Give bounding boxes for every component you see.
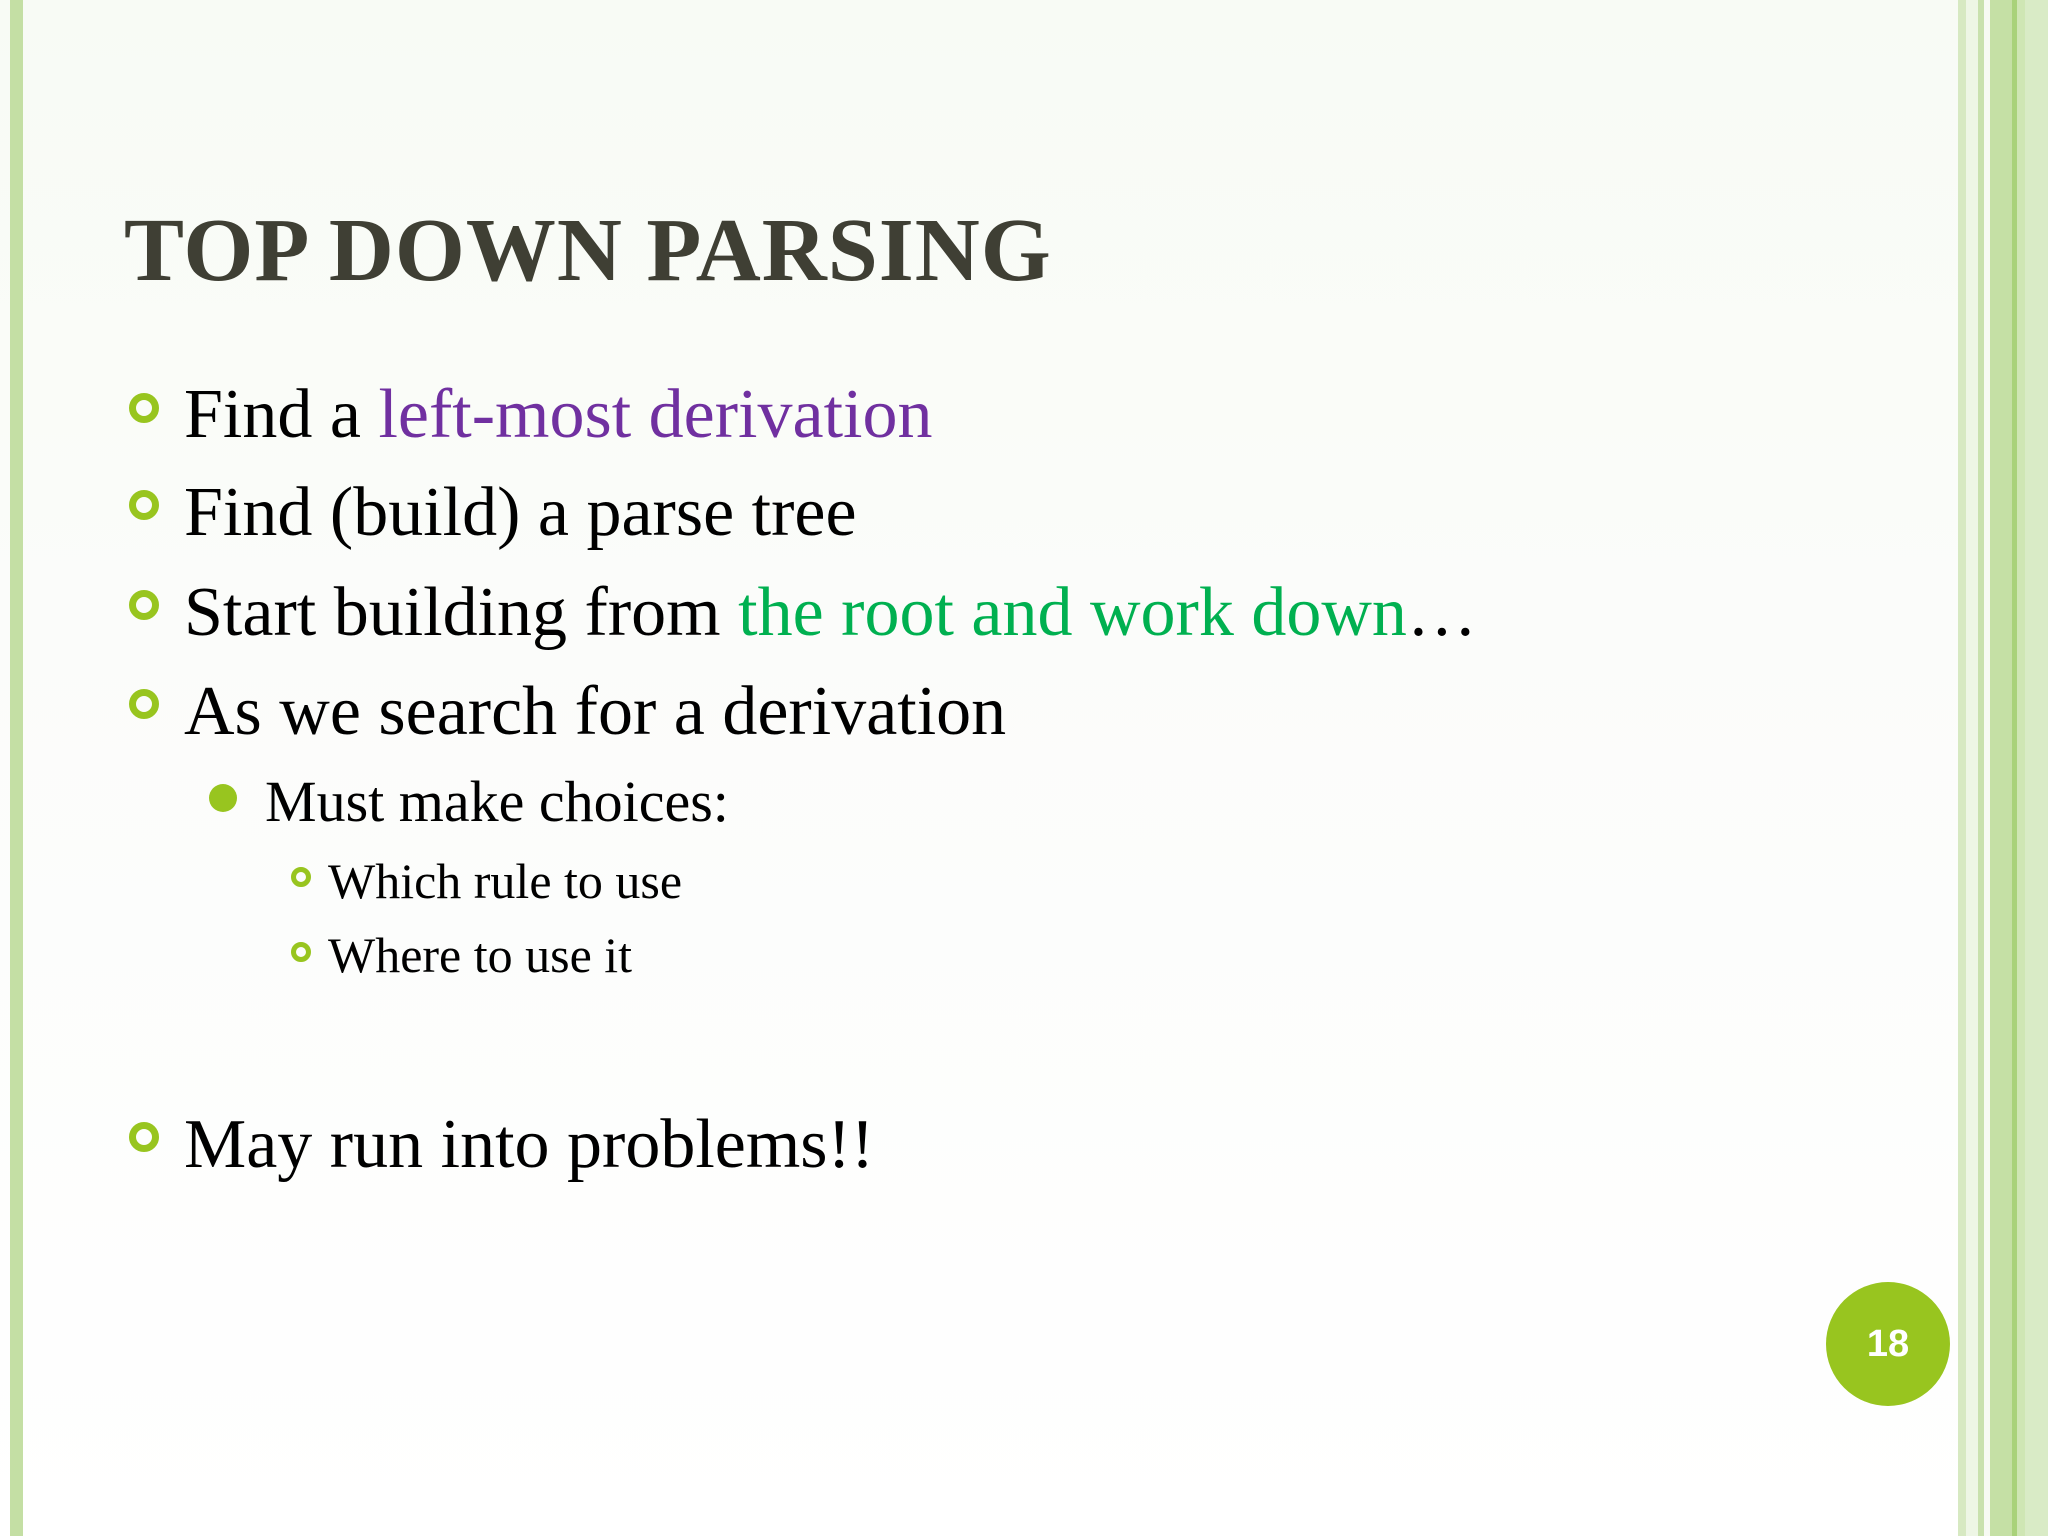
sub-sub-bullet-item: [328, 927, 633, 983]
bullet-suffix: …: [1406, 574, 1477, 651]
bullet-item: [184, 673, 1007, 750]
right-stripe: [2017, 0, 2025, 1536]
right-stripe: [2025, 0, 2048, 1536]
highlight-text: left-most derivation: [378, 376, 933, 453]
sub-sub-bullet-item: [328, 853, 683, 909]
page-number-badge: [1826, 1282, 1950, 1406]
ring-bullet-icon: [129, 393, 159, 423]
ring-bullet-icon: [129, 490, 159, 520]
ring-bullet-icon: [291, 867, 311, 887]
left-border: [10, 0, 23, 1536]
bullet-text: Which rule to use: [328, 853, 683, 909]
bullet-text: May run into problems!!: [184, 1106, 875, 1183]
right-stripe: [1958, 0, 1966, 1536]
bullet-text: As we search for a derivation: [184, 673, 1007, 750]
bullet-text: Must make choices:: [265, 769, 729, 834]
ring-bullet-icon: [129, 590, 159, 620]
slide-title: TOP DOWN PARSING: [124, 201, 1052, 300]
ring-bullet-icon: [129, 1122, 159, 1152]
highlight-text: the root and work down: [738, 574, 1407, 651]
right-stripe: [1966, 0, 1978, 1536]
bullet-text: Find a: [184, 376, 379, 453]
bullet-text: Where to use it: [328, 927, 633, 983]
sub-bullet-item: [265, 769, 729, 834]
right-stripe: [1990, 0, 2012, 1536]
ring-bullet-icon: [129, 689, 159, 719]
bullet-item: [184, 574, 1477, 651]
filled-bullet-icon: [209, 784, 237, 812]
page-number: 18: [1866, 1322, 1910, 1365]
bullet-item: [184, 1106, 875, 1183]
ring-bullet-icon: [291, 942, 311, 962]
bullet-text: Find (build) a parse tree: [184, 474, 857, 551]
bullet-text: Start building from: [184, 574, 739, 651]
bullet-item: [184, 474, 857, 551]
bullet-item: [184, 376, 933, 453]
